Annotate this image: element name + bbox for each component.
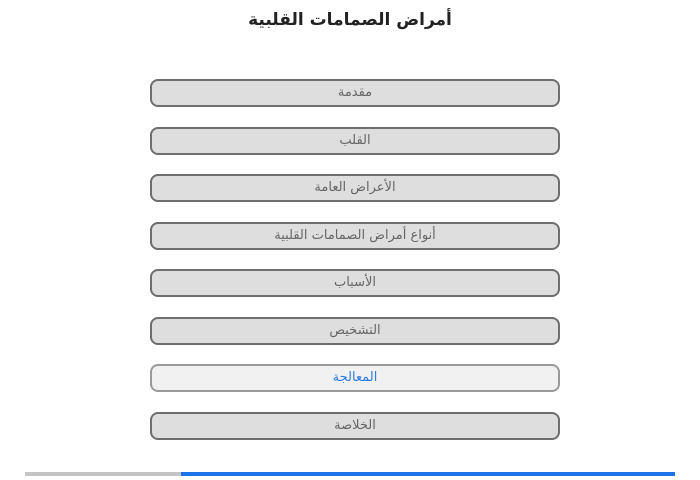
menu-item-causes[interactable]: الأسباب bbox=[150, 269, 560, 297]
progress-bar bbox=[25, 472, 675, 476]
menu-item-general-symptoms[interactable]: الأعراض العامة bbox=[150, 174, 560, 202]
progress-bar-fill bbox=[181, 472, 675, 476]
menu-item-conclusion[interactable]: الخلاصة bbox=[150, 412, 560, 440]
menu-item-disease-types[interactable]: أنواع أمراض الصمامات القلبية bbox=[150, 222, 560, 250]
menu-item-treatment[interactable]: المعالجة bbox=[150, 364, 560, 392]
menu-item-heart[interactable]: القلب bbox=[150, 127, 560, 155]
menu-item-diagnosis[interactable]: التشخيص bbox=[150, 317, 560, 345]
page-title: أمراض الصمامات القلبية bbox=[248, 10, 452, 30]
section-menu bbox=[150, 79, 560, 459]
menu-item-introduction[interactable]: مقدمة bbox=[150, 79, 560, 107]
